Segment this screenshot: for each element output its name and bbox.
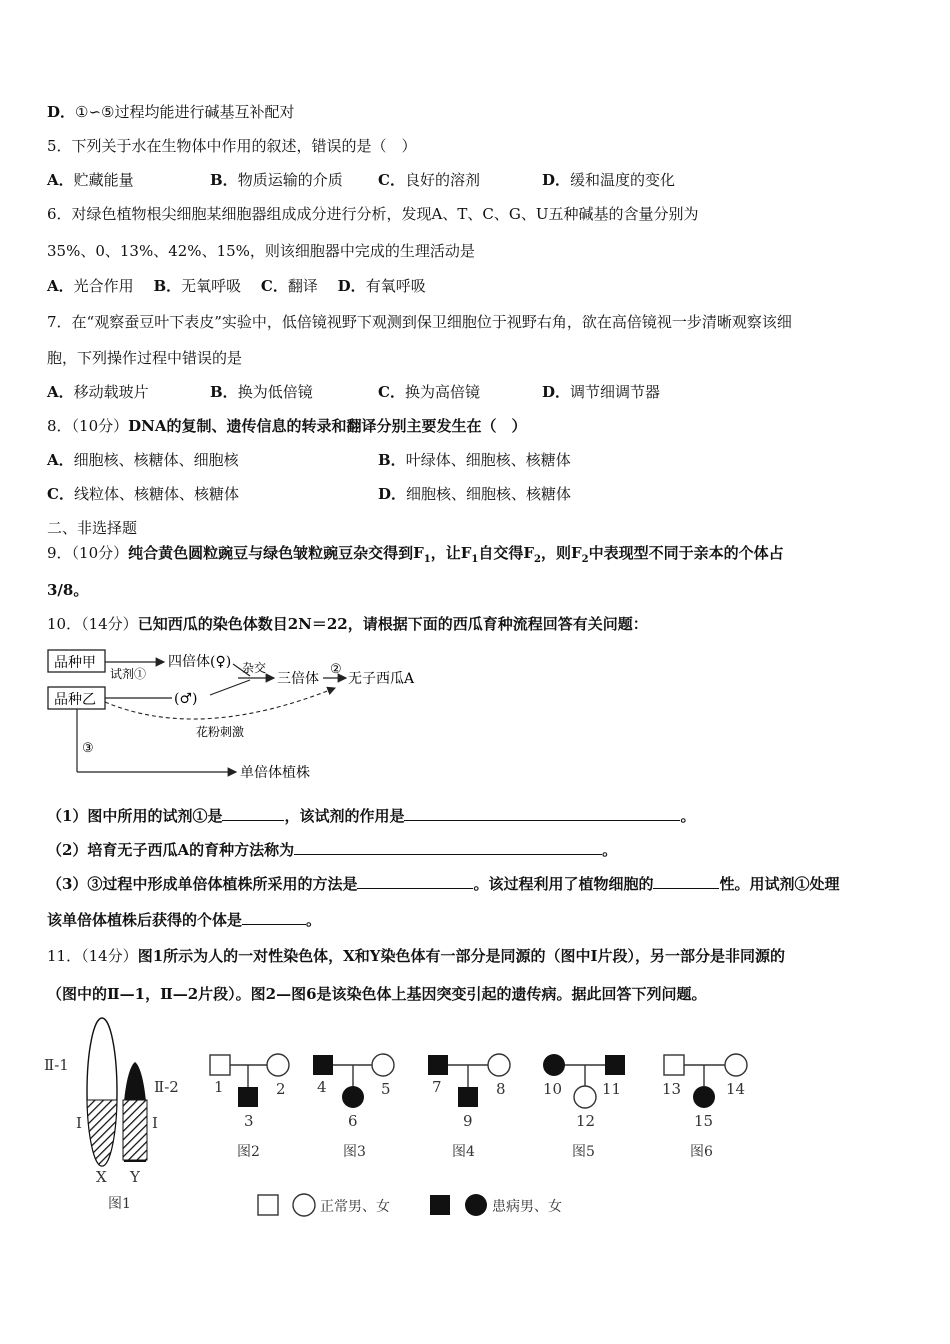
affected-male-child: [458, 1087, 478, 1107]
option-label: B．: [153, 277, 182, 295]
individual-10: 10: [543, 1080, 563, 1098]
fig4-caption: 图4: [452, 1144, 475, 1160]
fig3-caption: 图3: [343, 1144, 366, 1160]
option-text: 换为高倍镜: [404, 383, 480, 401]
fig1-sex-chromosomes: [44, 1018, 179, 1212]
option-text: 细胞核、核糖体、细胞核: [73, 451, 239, 469]
q8-stem: [47, 416, 527, 436]
legend-affected-label: 患病男、女: [492, 1199, 562, 1215]
option-label: C．: [378, 383, 405, 401]
option-label: C．: [47, 485, 74, 503]
q9-sub-4: 2: [581, 554, 589, 565]
option-text: 换为低倍镜: [237, 383, 313, 401]
option-text: 缓和温度的变化: [570, 171, 676, 189]
normal-female: [725, 1054, 747, 1076]
q10-part3-line2: [47, 910, 321, 930]
q10-part3-e: 。: [306, 911, 322, 929]
option-label: B．: [210, 171, 238, 189]
q6-stem-line2: 35%、0、13%、42%、15%，则该细胞器中完成的生理活动是: [47, 242, 475, 260]
q10-part1: [47, 806, 695, 826]
individual-1: 1: [214, 1078, 224, 1096]
q10-part2-a: （2）培育无子西瓜A的育种方法称为: [47, 841, 295, 859]
option-label: D．: [47, 103, 76, 121]
q7-option-c: [378, 382, 480, 402]
individual-11: 11: [602, 1080, 622, 1098]
normal-female: [488, 1054, 510, 1076]
option-text: 贮藏能量: [73, 171, 134, 189]
individual-9: 9: [463, 1112, 473, 1130]
option-label: B．: [210, 383, 238, 401]
individual-4: 4: [317, 1078, 327, 1096]
fig1-caption: 图1: [108, 1196, 131, 1212]
answer-blank[interactable]: [294, 840, 602, 855]
x-homologous-segment: [87, 1092, 117, 1166]
question-text: 已知西瓜的染色体数目2N＝22，请根据下面的西瓜育种流程回答有关问题：: [137, 615, 648, 633]
normal-female: [372, 1054, 394, 1076]
option-label: D．: [337, 277, 366, 295]
q5-option-a: [47, 170, 134, 190]
fig2-pedigree: [210, 1054, 289, 1160]
q9-text-2: ，让F: [430, 544, 472, 562]
step-2-label: ②: [330, 662, 342, 677]
option-label: C．: [378, 171, 405, 189]
q10-part2: [47, 840, 617, 860]
variety-a-label: 品种甲: [54, 655, 96, 671]
individual-7: 7: [432, 1078, 442, 1096]
q10-part2-b: 。: [602, 841, 618, 859]
q7-stem-line2: 胞，下列操作过程中错误的是: [47, 349, 243, 367]
q8-option-a: [47, 450, 239, 470]
option-text: 无氧呼吸: [181, 277, 242, 295]
legend-normal-male-icon: [258, 1195, 278, 1215]
affected-female: [342, 1086, 364, 1108]
variety-b-label: 品种乙: [54, 692, 96, 708]
individual-13: 13: [662, 1080, 682, 1098]
option-label: A．: [47, 171, 74, 189]
option-label: A．: [47, 277, 74, 295]
q6-stem-line1: 6．对绿色植物根尖细胞某细胞器组成成分进行分析，发现A、T、C、G、U五种碱基的含量分别为: [47, 205, 699, 223]
normal-male: [210, 1055, 230, 1075]
option-text: 叶绿体、细胞核、核糖体: [405, 451, 571, 469]
seg-ii2-label: Ⅱ-2: [154, 1078, 179, 1096]
triploid-label: 三倍体: [277, 671, 319, 687]
individual-2: 2: [276, 1080, 286, 1098]
option-label: A．: [47, 451, 74, 469]
legend-affected-female-icon: [465, 1194, 487, 1216]
y-label: Y: [130, 1168, 140, 1186]
q10-part3-a: （3）③过程中形成单倍体植株所采用的方法是: [47, 875, 358, 893]
affected-female: [543, 1054, 565, 1076]
option-label: D．: [542, 171, 571, 189]
q9-answer-line: 3/8。: [47, 581, 89, 599]
option-text: 物质运输的介质: [237, 171, 343, 189]
answer-blank[interactable]: [357, 874, 473, 889]
option-label: A．: [47, 383, 74, 401]
option-text: 移动载玻片: [73, 383, 149, 401]
q5-stem: 5．下列关于水在生物体中作用的叙述，错误的是（ ）: [47, 137, 417, 155]
breeding-flowchart: [40, 640, 460, 790]
q11-stem-line1: [47, 946, 785, 966]
q9-text-3: 自交得F: [478, 544, 535, 562]
normal-male: [664, 1055, 684, 1075]
answer-blank[interactable]: [404, 806, 680, 821]
question-number: 8．（10分）: [47, 417, 129, 435]
individual-6: 6: [348, 1112, 358, 1130]
answer-blank[interactable]: [242, 910, 306, 925]
q7-option-d: [542, 382, 660, 402]
q9-text-4: ，则F: [541, 544, 582, 562]
q10-part1-a: （1）图中所用的试剂①是: [47, 807, 223, 825]
q7-option-a: [47, 382, 149, 402]
affected-male: [428, 1055, 448, 1075]
x-label: X: [96, 1168, 107, 1186]
option-text: 调节细调节器: [570, 383, 661, 401]
answer-blank[interactable]: [222, 806, 284, 821]
question-text: 图1所示为人的一对性染色体，X和Y染色体有一部分是同源的（图中Ⅰ片段），另一部分是非同源的: [137, 947, 785, 965]
question-number: 9．（10分）: [47, 544, 129, 562]
answer-blank[interactable]: [653, 874, 719, 889]
q7-stem-line1: 7．在“观察蚕豆叶下表皮”实验中，低倍镜视野下观测到保卫细胞位于视野右角，欲在高倍镜视一步清晰观察该细: [47, 313, 792, 331]
haploid-label: 单倍体植株: [240, 765, 310, 781]
seg-i-left-label: Ⅰ: [76, 1114, 82, 1132]
seg-ii1-label: Ⅱ-1: [44, 1056, 69, 1074]
y-homologous-segment: [123, 1100, 147, 1160]
normal-female-child: [574, 1086, 596, 1108]
question-number: 10．（14分）: [47, 615, 138, 633]
q8-option-c: [47, 484, 239, 504]
step-3-label: ③: [82, 741, 94, 756]
q10-part3-b: 。该过程利用了植物细胞的: [473, 875, 654, 893]
fig3-pedigree: [313, 1054, 394, 1160]
seedless-label: 无子西瓜A: [348, 671, 415, 687]
individual-5: 5: [381, 1080, 391, 1098]
option-text: ①∽⑤过程均能进行碱基互补配对: [75, 103, 295, 121]
q7-option-b: [210, 382, 313, 402]
individual-12: 12: [576, 1112, 596, 1130]
individual-3: 3: [244, 1112, 254, 1130]
q9-text-5: 中表现型不同于亲本的个体占: [588, 544, 784, 562]
q9-stem: [47, 543, 784, 570]
option-text: 翻译: [287, 277, 318, 295]
option-text: 线粒体、核糖体、核糖体: [73, 485, 239, 503]
q4-option-d: [47, 102, 294, 122]
affected-male: [238, 1087, 258, 1107]
option-text: 良好的溶剂: [404, 171, 480, 189]
q11-stem-line2: （图中的Ⅱ—1，Ⅱ—2片段）。图2—图6是该染色体上基因突变引起的遗传病。据此回答下列问题。: [47, 985, 707, 1003]
affected-female: [693, 1086, 715, 1108]
normal-female: [267, 1054, 289, 1076]
individual-14: 14: [726, 1080, 746, 1098]
q6-options: [47, 276, 426, 296]
option-label: C．: [260, 277, 288, 295]
fig6-caption: 图6: [690, 1144, 713, 1160]
q8-option-d: [378, 484, 571, 504]
section-heading: 二、非选择题: [47, 519, 138, 537]
q9-sub-3: 2: [534, 554, 542, 565]
option-text: 光合作用: [73, 277, 134, 295]
q9-sub-1: 1: [423, 554, 431, 565]
q9-sub-2: 1: [471, 554, 479, 565]
individual-15: 15: [694, 1112, 714, 1130]
q5-option-d: [542, 170, 675, 190]
q5-option-c: [378, 170, 480, 190]
q10-part1-c: 。: [680, 807, 696, 825]
fig6-pedigree: [662, 1054, 747, 1160]
pollen-arrow: [105, 688, 335, 719]
legend-normal-female-icon: [293, 1194, 315, 1216]
question-text: DNA的复制、遗传信息的转录和翻译分别主要发生在（ ）: [128, 417, 527, 435]
q10-part3-c: 性。用试剂①处理: [719, 875, 840, 893]
pollen-label: 花粉刺激: [196, 725, 245, 739]
pedigree-fig6-and-legend: [600, 1010, 800, 1230]
male-label: (♂): [174, 691, 198, 707]
question-number: 11．（14分）: [47, 947, 138, 965]
cross-bottom: [210, 680, 250, 695]
seg-i-right-label: Ⅰ: [152, 1114, 158, 1132]
reagent-label: 试剂①: [110, 667, 147, 681]
option-text: 细胞核、细胞核、核糖体: [406, 485, 572, 503]
cross-label: 杂交: [242, 661, 267, 675]
affected-male: [313, 1055, 333, 1075]
q10-part3-d: 该单倍体植株后获得的个体是: [47, 911, 243, 929]
option-label: B．: [378, 451, 406, 469]
q5-option-b: [210, 170, 343, 190]
option-label: D．: [542, 383, 571, 401]
legend-affected-male-icon: [430, 1195, 450, 1215]
fig5-caption: 图5: [572, 1144, 595, 1160]
q9-text-1: 纯合黄色圆粒豌豆与绿色皱粒豌豆杂交得到F: [128, 544, 424, 562]
pedigree-legend: [250, 1185, 610, 1225]
q10-part1-b: ，该试剂的作用是: [284, 807, 405, 825]
q10-part3: [47, 874, 839, 894]
option-label: D．: [378, 485, 407, 503]
individual-8: 8: [496, 1080, 506, 1098]
q10-stem: [47, 614, 648, 634]
legend-normal-label: 正常男、女: [320, 1199, 390, 1215]
fig2-caption: 图2: [237, 1144, 260, 1160]
tetraploid-label: 四倍体(♀): [168, 654, 232, 670]
fig4-pedigree: [428, 1054, 510, 1160]
q8-option-b: [378, 450, 571, 470]
option-text: 有氧呼吸: [365, 277, 426, 295]
